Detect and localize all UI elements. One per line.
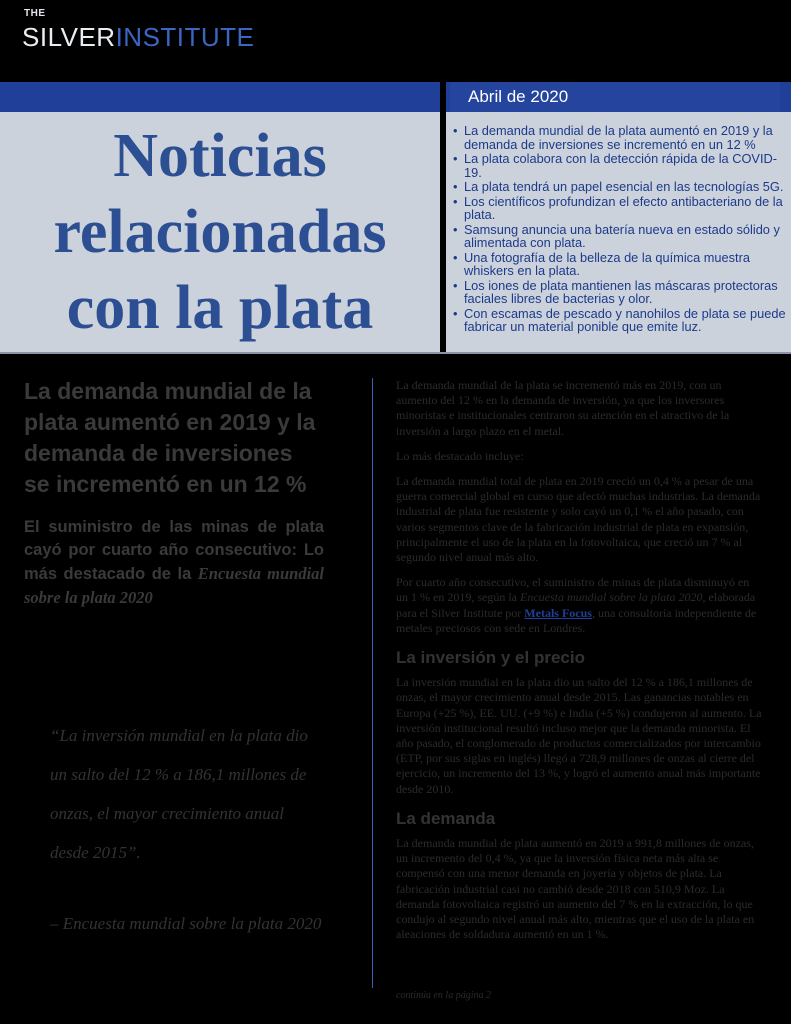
paragraph: La demanda mundial total de plata en 2019 creció un 0,4 % a pesar de una guerra comercial global en curso que afectó muchas industrias. La demanda industrial de plata fue resistente y solo cayó un 0,1 % el año pasado, con varios segmentos clave de la fabricación industrial de plata en expansión, principalmente el uso de la plata en la fotovoltaica, que creció un 7 % al segundo nivel anual más alto. [396,474,761,565]
article-subhead [24,516,324,610]
issue-date: Abril de 2020 [450,82,780,112]
title-line-1: Noticias [113,122,327,190]
article-headline: La demanda mundial de la plata aumentó en 2019 y la demanda de inversiones se incrementó en un 12 % [24,378,316,497]
page-title [0,118,440,346]
highlight-item: • Los iones de plata mantienen las máscaras protectoras faciales libres de bacterias y olor. [452,279,786,306]
highlight-item: • La plata tendrá un papel esencial en las tecnologías 5G. [452,180,786,194]
survey-title: Encuesta mundial sobre la plata 2020 [519,590,703,605]
title-line-3: con la plata [66,274,374,342]
paragraph: La inversión mundial en la plata dio un salto del 12 % a 186,1 millones de onzas, el mayor crecimiento anual desde 2015. Las ganancias notables en Europa (+25 %), EE. UU. (+9 %) e India (+5 %) condujeron al aumento. La inversión institucional resultó incluso mejor que la demanda minorista. El año pasado, el conglomerado de productos comercializados por intercambio (ETP, por sus siglas en inglés) llegó a 728,9 millones de onzas al cierre del ejercicio, un incremento del 13 %, y logró el aumento anual más importante desde 2010. [396,675,762,796]
highlight-item: • Samsung anuncia una batería nueva en estado sólido y alimentada con plata. [452,223,786,250]
paragraph: Lo más destacado incluye: [396,448,524,463]
highlight-item: • La plata colabora con la detección rápida de la COVID-19. [452,152,786,179]
section-divider [0,352,791,354]
paragraph [396,575,764,636]
column-divider [372,378,373,988]
highlight-item: • Con escamas de pescado y nanohilos de plata se puede fabricar un material ponible que emite luz. [452,307,786,334]
continued-note: continúa en la página 2 [396,990,491,1001]
pull-quote-attribution: – Encuesta mundial sobre la plata 2020 [50,914,322,933]
section-heading-demand: La demanda [396,808,496,828]
section-heading-investment: La inversión y el precio [396,648,585,668]
logo-silver: SILVER [22,22,116,52]
title-line-2: relacionadas [53,198,387,266]
highlight-item: • Una fotografía de la belleza de la química muestra whiskers en la plata. [452,251,786,278]
article-body [396,378,764,953]
metals-focus-link[interactable]: Metals Focus [524,605,592,620]
paragraph-text: , elaborada para el Silver Institute por [396,590,756,620]
subhead-survey-title: Encuesta mundial sobre la plata 2020 [24,564,324,607]
silver-institute-logo [22,24,254,50]
paragraph-text: , una consultoría independiente de metales preciosos con sede en Londres. [396,605,757,635]
logo-the: THE [24,8,46,19]
logo-institute: INSTITUTE [115,22,255,52]
paragraph-text: Por cuarto año consecutivo, el suministro de minas de plata disminuyó en un 1 % en 2019, según la [396,575,750,605]
pull-quote: “La inversión mundial en la plata dio un salto del 12 % a 186,1 millones de onzas, el mayor crecimiento anual desde 2015”. [50,726,308,862]
highlight-item: • Los científicos profundizan el efecto antibacteriano de la plata. [452,195,786,222]
paragraph: La demanda mundial de la plata se incrementó más en 2019, con un aumento del 12 % en la demanda de inversión, ya que los inversores minoristas e institucionales centraron su atención en el atractivo de la inversión a largo plazo en el metal. [396,378,730,438]
highlights-list [452,124,786,335]
subhead-text: El suministro de las minas de plata cayó por cuarto año consecutivo: Lo más destacado de la [24,518,324,583]
highlight-item: • La demanda mundial de la plata aumentó en 2019 y la demanda de inversiones se incrementó en un 12 % [452,124,786,151]
paragraph: La demanda mundial de plata aumentó en 2019 a 991,8 millones de onzas, un incremento del 0,4 %, ya que la inversión física neta más alta se compensó con una menor demanda en joyería y objetos de plata. La fabricación industrial casi no cambió desde 2018 con 510,9 Moz. La demanda fotovoltaica registró un aumento del 7 % en la extracción, lo que condujo al segundo nivel anual más alto, mientras que el uso de la plata en aleaciones de soldadura aumentó en un 1 %. [396,836,755,942]
panel-separator [440,82,446,352]
